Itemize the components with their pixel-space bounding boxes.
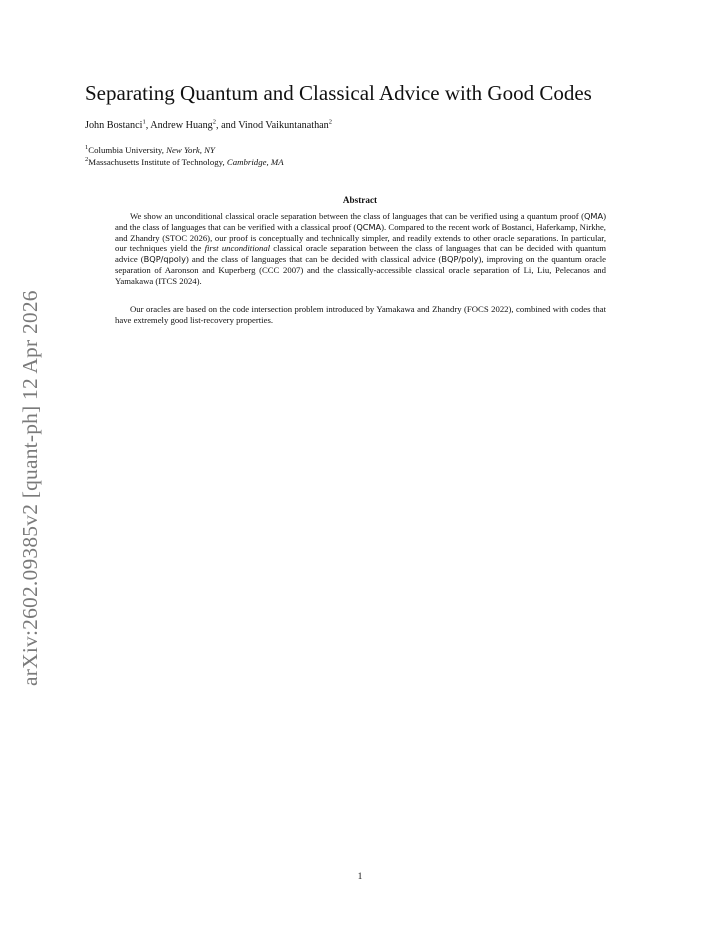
- abstract-paragraph-2: [115, 304, 606, 326]
- page-number: 1: [357, 872, 363, 882]
- affiliation-mark: 2: [212, 118, 217, 126]
- author-name: Vinod Vaikuntanathan: [238, 120, 329, 131]
- emphasis-text: first unconditional: [204, 243, 271, 254]
- complexity-class: BQP/qpoly: [143, 254, 186, 265]
- author-name: Andrew Huang: [150, 120, 213, 131]
- abstract-text: ). Compared to the recent work of Bostanci, Haferkamp, Nirkhe, and Zhandry (STOC 2026), our proof is conceptually and technically simpler, and readily extends to other oracle separations. In particular, our techniques yield the: [115, 221, 606, 254]
- author-name: John Bostanci: [85, 120, 143, 131]
- author-separator: ,: [145, 120, 151, 131]
- affiliation-mark: 2: [328, 118, 333, 126]
- abstract-text: classical oracle separation between the class of languages that can be decided with quantum advice (: [115, 243, 607, 265]
- affiliation-2: [85, 157, 284, 167]
- arxiv-side-identifier: arXiv:2602.09385v2 [quant-ph] 12 Apr 2026: [18, 290, 42, 686]
- affiliation-mark: 2: [85, 156, 89, 164]
- abstract-paragraph-1: [115, 211, 606, 287]
- abstract-text: ), improving on the quantum oracle separation of Aaronson and Kuperberg (CCC 2007) and the classically-accessible classical oracle separation of Li, Liu, Pelecanos and Yamakawa (ITCS 2024).: [115, 254, 607, 286]
- author-list: [85, 120, 332, 131]
- affiliation-location: New York, NY: [166, 145, 215, 155]
- abstract-text: ) and the class of languages that can be verified with a classical proof (: [115, 211, 606, 232]
- author-separator: , and: [216, 120, 239, 131]
- affiliation-1: [85, 145, 215, 155]
- affiliation-institution: Columbia University,: [88, 145, 167, 155]
- abstract-heading: Abstract: [342, 195, 378, 205]
- affiliation-location: Cambridge, MA: [226, 157, 284, 167]
- affiliation-mark: 1: [85, 144, 89, 152]
- affiliation-institution: Massachusetts Institute of Technology,: [88, 157, 227, 167]
- abstract-text: Our oracles are based on the code intersection problem introduced by Yamakawa and Zhandry (FOCS 2022), combined with codes that have extremely good list-recovery properties.: [115, 304, 606, 325]
- affiliation-mark: 1: [142, 118, 146, 126]
- abstract-text: ) and the class of languages that can be decided with classical advice (: [185, 254, 442, 265]
- paper-title: Separating Quantum and Classical Advice with Good Codes: [85, 81, 592, 105]
- abstract-text: We show an unconditional classical oracle separation between the class of languages that can be verified using a quantum proof (: [130, 211, 584, 221]
- complexity-class: BQP/poly: [441, 254, 479, 265]
- complexity-class: QMA: [583, 211, 604, 221]
- complexity-class: QCMA: [356, 221, 382, 232]
